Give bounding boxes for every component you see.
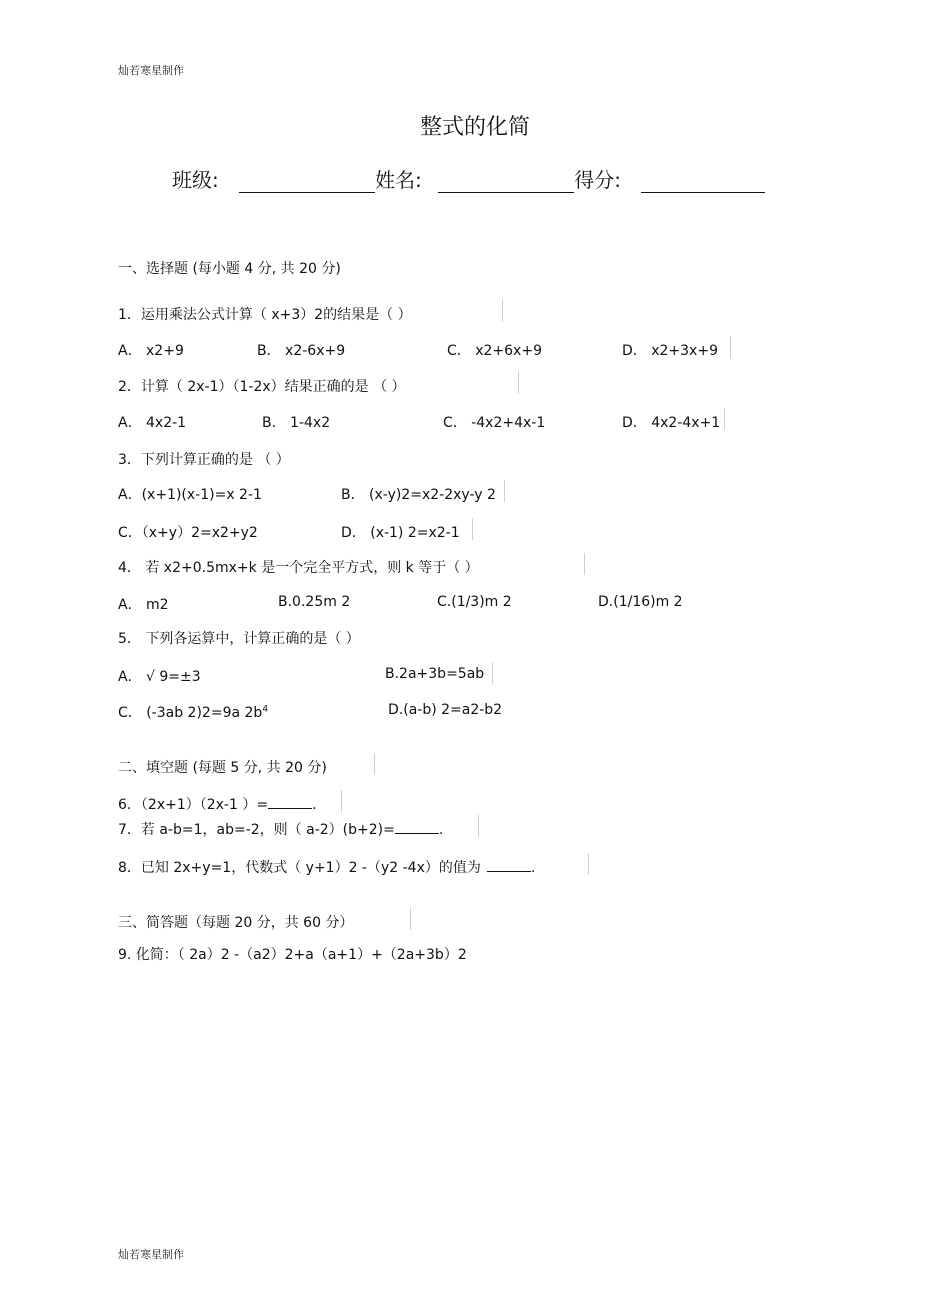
question-6-end: . <box>312 797 317 813</box>
question-3-stem: 3．下列计算正确的是 （ ） <box>118 452 290 468</box>
question-3-option-c: C．（x+y）2=x2+y2 <box>118 525 258 541</box>
question-2-stem: 2．计算（ 2x-1）（1-2x）结果正确的是 （ ） <box>118 379 406 395</box>
question-8-end: . <box>530 860 536 876</box>
section-fill-heading: 二、填空题 (每题 5 分, 共 20 分) <box>118 760 327 776</box>
question-6-text: 6．（2x+1）（2x-1 ）= <box>118 797 269 813</box>
question-8-text: 8．已知 2x+y=1，代数式（ y+1）2 -（y2 -4x）的值为 <box>118 860 481 876</box>
section-choice-heading: 一、选择题 (每小题 4 分, 共 20 分) <box>118 261 341 277</box>
class-blank[interactable] <box>239 172 375 193</box>
question-7 <box>118 819 443 839</box>
section-short-answer-heading: 三、简答题（每题 20 分，共 60 分） <box>118 915 354 931</box>
question-2-option-b: B． 1-4x2 <box>262 415 331 431</box>
question-8-blank[interactable] <box>487 859 531 872</box>
question-7-end: . <box>438 822 444 838</box>
name-blank[interactable] <box>438 172 574 193</box>
question-5-option-c-exponent: 4 <box>262 704 269 715</box>
question-3-option-a: A．(x+1)(x-1)=x 2-1 <box>118 487 262 503</box>
question-4-option-a: A． m2 <box>118 597 169 613</box>
question-5-option-a: A． √ 9=±3 <box>118 669 201 685</box>
class-label: 班级: <box>172 168 219 192</box>
question-2-option-a: A． 4x2-1 <box>118 415 187 431</box>
divider <box>478 815 479 837</box>
divider <box>584 553 585 575</box>
question-3-option-d: D． (x-1) 2=x2-1 <box>341 525 460 541</box>
name-label: 姓名: <box>375 168 422 192</box>
question-8 <box>118 857 535 877</box>
divider <box>410 908 411 930</box>
divider <box>730 336 731 358</box>
question-6-blank[interactable] <box>268 796 312 809</box>
question-1-option-a: A． x2+9 <box>118 343 184 359</box>
question-4-stem: 4． 若 x2+0.5mx+k 是一个完全平方式，则 k 等于（ ） <box>118 560 479 576</box>
score-blank[interactable] <box>641 172 765 193</box>
question-4-option-b: B.0.25m 2 <box>278 594 351 610</box>
question-7-text: 7．若 a-b=1，ab=-2，则（ a-2）(b+2)= <box>118 822 395 838</box>
score-label: 得分: <box>574 168 621 192</box>
question-2-option-d: D． 4x2-4x+1 <box>622 415 721 431</box>
student-info-line <box>172 164 765 193</box>
divider <box>724 408 725 430</box>
question-5-stem: 5． 下列各运算中，计算正确的是（ ） <box>118 631 360 647</box>
question-1-option-b: B． x2-6x+9 <box>257 343 346 359</box>
question-7-blank[interactable] <box>395 821 439 834</box>
question-5-option-c-text: C． (-3ab 2)2=9a 2b <box>118 705 263 721</box>
question-1-option-d: D． x2+3x+9 <box>622 343 718 359</box>
question-2-option-c: C． -4x2+4x-1 <box>443 415 546 431</box>
question-4-option-d: D.(1/16)m 2 <box>598 594 683 610</box>
page-title: 整式的化简 <box>419 115 530 140</box>
divider <box>518 372 519 394</box>
page-header: 灿若寒星制作 <box>118 64 184 77</box>
divider <box>492 662 493 684</box>
divider <box>502 300 503 322</box>
question-5-option-b: B.2a+3b=5ab <box>385 666 485 682</box>
question-5-option-c <box>118 702 268 722</box>
question-4-option-c: C.(1/3)m 2 <box>437 594 512 610</box>
divider <box>588 853 589 875</box>
question-1-stem: 1．运用乘法公式计算（ x+3）2的结果是（ ） <box>118 307 412 323</box>
question-1-option-c: C． x2+6x+9 <box>447 343 542 359</box>
question-5-option-d: D.(a-b) 2=a2-b2 <box>388 702 503 718</box>
question-6 <box>118 794 317 814</box>
divider <box>504 480 505 502</box>
divider <box>341 790 342 812</box>
page-footer: 灿若寒星制作 <box>118 1248 184 1261</box>
question-9: 9. 化简：（ 2a）2 -（a2）2+a（a+1）+（2a+3b）2 <box>118 947 467 963</box>
divider <box>374 753 375 775</box>
divider <box>472 518 473 540</box>
question-3-option-b: B． (x-y)2=x2-2xy-y 2 <box>341 487 496 503</box>
